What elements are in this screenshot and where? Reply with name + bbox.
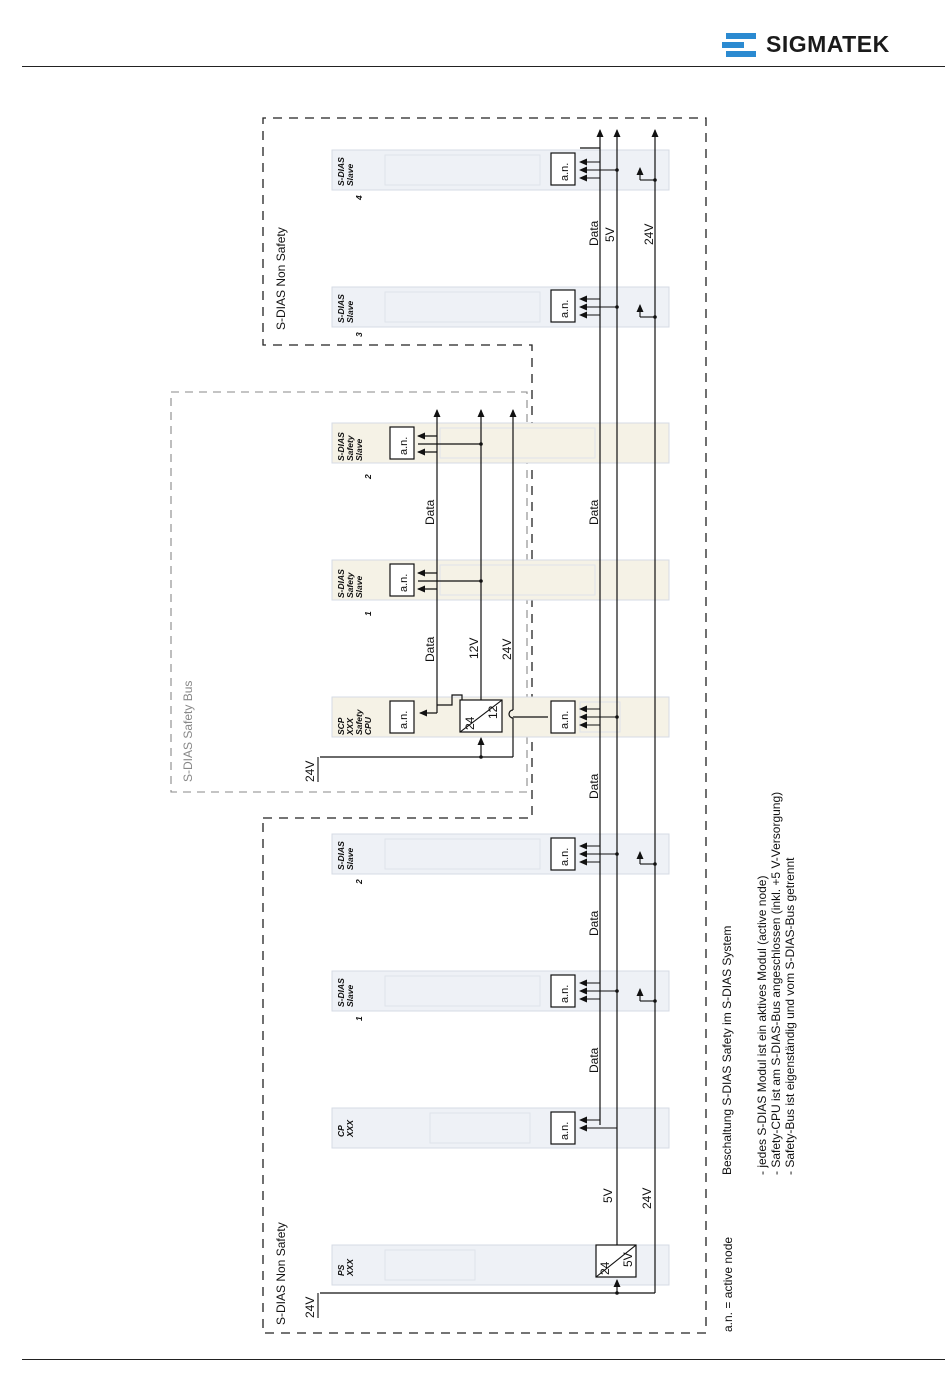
label-24v-supply-scp: 24V: [303, 760, 317, 782]
module-body-safety-slave1: [332, 560, 669, 600]
module-label-slave4: S-DIAS Slave 4: [336, 157, 364, 200]
module-label-cp: CP XXX: [336, 1119, 355, 1137]
active-node-slave1: [551, 975, 575, 1007]
svg-text:a.n.: a.n.: [559, 1121, 571, 1140]
legend-note-3: - Safety-Bus ist eigenständig und vom S-DIAS-Bus getrennt: [783, 857, 797, 1175]
legend-title: Beschaltung S-DIAS Safety im S-DIAS System: [720, 925, 734, 1175]
active-node-slave4: [551, 153, 575, 185]
label-24v-safety: 24V: [500, 638, 514, 660]
module-label-safety-slave2: S-DIAS Safety Slave 2: [336, 432, 373, 479]
label-5v-right: 5V: [603, 227, 617, 242]
legend-note-2: - Safety-CPU ist am S-DIAS-Bus angeschlossen (inkl. +5 V-Versorgung): [769, 791, 783, 1175]
svg-text:5V: 5V: [621, 1252, 635, 1267]
module-body-cp: [332, 1108, 669, 1148]
module-label-slave3: S-DIAS Slave 3: [336, 294, 364, 337]
label-24v-ps: 24V: [640, 1187, 654, 1209]
svg-text:24: 24: [598, 1261, 612, 1275]
group-label-non-safety-left: S-DIAS Non Safety: [274, 1222, 288, 1325]
converter-ps: [596, 1245, 636, 1277]
module-label-slave1: S-DIAS Slave 1: [336, 978, 364, 1021]
svg-text:a.n.: a.n.: [398, 710, 410, 729]
active-node-cp: [551, 1112, 575, 1144]
svg-text:24: 24: [463, 716, 477, 730]
module-label-ps: PS XXX: [336, 1258, 355, 1276]
module-body-safety-slave2: [332, 423, 669, 463]
label-data-safety-1: Data: [423, 636, 437, 662]
legend-abbrev: a.n. = active node: [721, 1236, 735, 1332]
module-label-slave2: S-DIAS Slave 2: [336, 841, 364, 884]
label-24v-right: 24V: [642, 223, 656, 245]
active-node-scp-bus: [551, 701, 575, 733]
svg-text:12: 12: [486, 705, 500, 719]
module-label-scp: SCP XXX Safety CPU: [336, 709, 373, 735]
label-12v-safety: 12V: [467, 637, 481, 659]
svg-text:a.n.: a.n.: [398, 436, 410, 455]
label-data-cp-slave1: Data: [587, 1047, 601, 1073]
label-data-safety-2: Data: [423, 499, 437, 525]
active-node-slave2: [551, 838, 575, 870]
active-node-slave3: [551, 290, 575, 322]
active-node-safety-slave1: [390, 564, 414, 596]
group-label-safety-bus: S-DIAS Safety Bus: [181, 680, 195, 782]
brand-name: SIGMATEK: [766, 31, 890, 57]
converter-scp: [460, 700, 502, 732]
svg-text:a.n.: a.n.: [559, 710, 571, 729]
active-node-safety-slave2: [390, 427, 414, 459]
label-24v-supply-left: 24V: [303, 1296, 317, 1318]
svg-text:a.n.: a.n.: [559, 299, 571, 318]
signal-labels: [303, 220, 656, 1318]
svg-text:a.n.: a.n.: [559, 847, 571, 866]
group-label-non-safety-right: S-DIAS Non Safety: [274, 227, 288, 330]
active-node-scp-safety: [390, 701, 414, 733]
svg-text:a.n.: a.n.: [398, 573, 410, 592]
legend: [720, 792, 797, 1332]
label-data-slave1-slave2: Data: [587, 910, 601, 936]
label-5v-ps: 5V: [601, 1188, 615, 1203]
module-label-safety-slave1: S-DIAS Safety Slave 1: [336, 569, 373, 616]
label-data-scp-slave3: Data: [587, 499, 601, 525]
label-data-slave3-slave4: Data: [587, 220, 601, 246]
svg-text:a.n.: a.n.: [559, 984, 571, 1003]
svg-text:a.n.: a.n.: [559, 162, 571, 181]
label-data-slave2-scp: Data: [587, 773, 601, 799]
legend-note-1: - jedes S-DIAS Modul ist ein aktives Modul (active node): [755, 875, 769, 1175]
